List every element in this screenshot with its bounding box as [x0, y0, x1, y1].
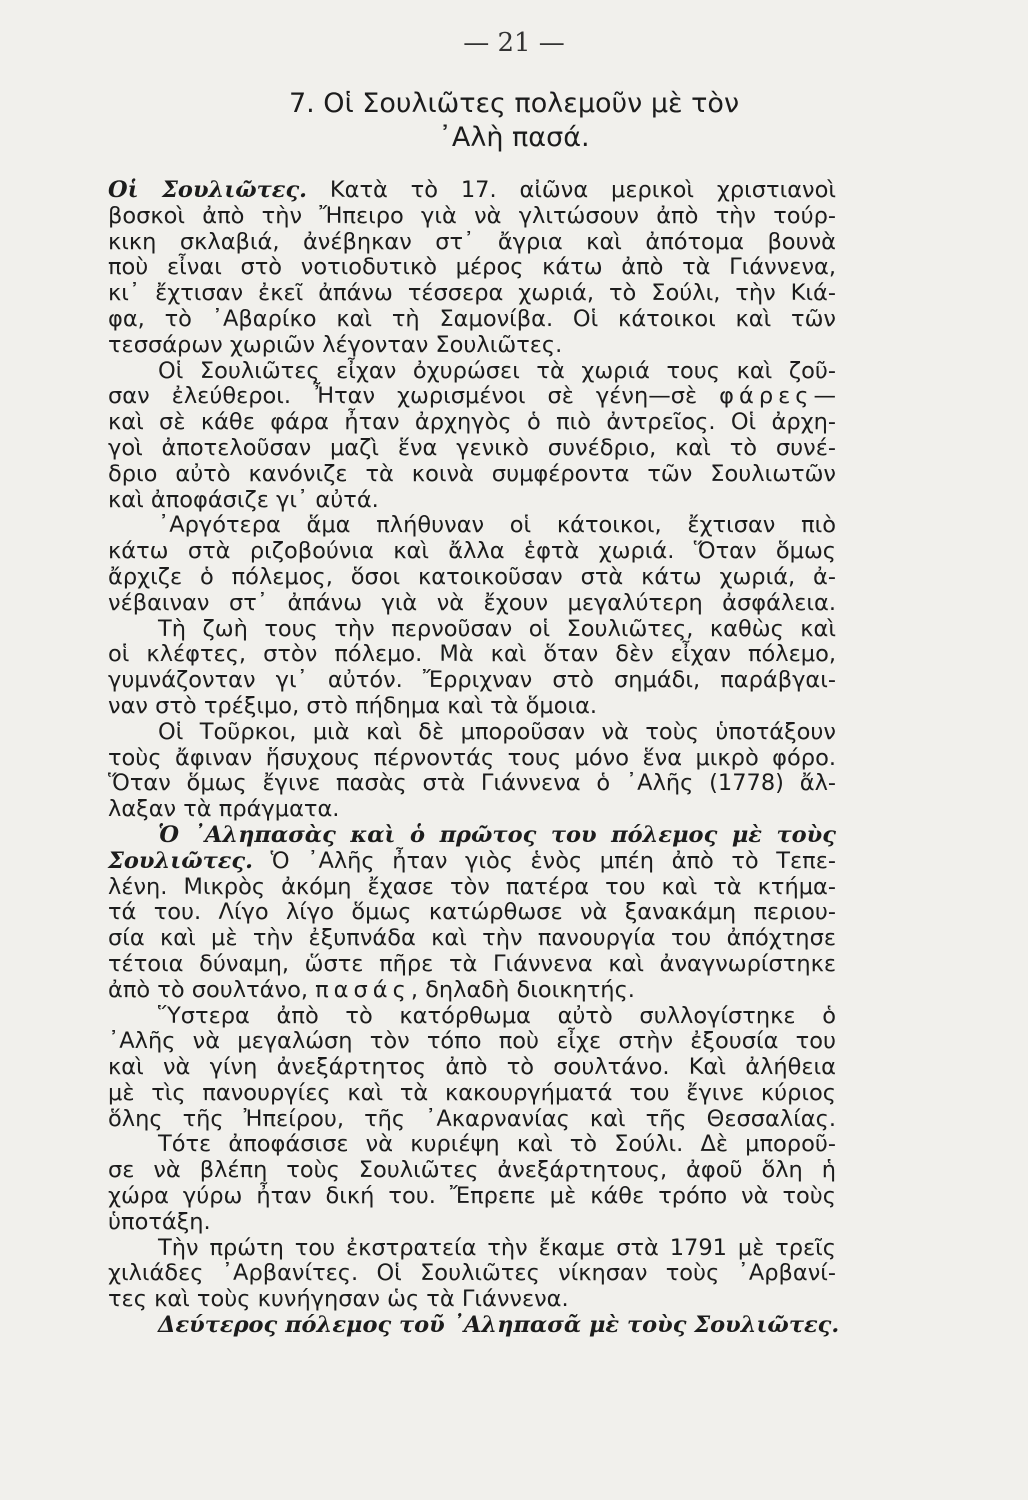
section-heading-end: Σουλιῶτες.: [108, 847, 253, 874]
text-line: καὶ σὲ κάθε φάρα ἦταν ἀρχηγὸς ὁ πιὸ ἀντρεῖος. Οἱ ἀρχη-: [108, 409, 836, 436]
text-line: ᾿Αλῆς νὰ μεγαλώση τὸν τόπο ποὺ εἶχε στὴν ἐξουσία του: [108, 1028, 836, 1055]
text-line: δριο αὐτὸ κανόνιζε τὰ κοινὰ συμφέροντα τῶν Σουλιωτῶν: [108, 460, 836, 487]
text-line: χώρα γύρω ἦταν δική του. Ἔπρεπε μὲ κάθε τρόπο νὰ τοὺς: [108, 1183, 836, 1210]
spaced-word: φάρες: [719, 383, 814, 410]
text-span: Ὁ ᾿Αλῆς ἦταν γιὸς ἑνὸς μπέη ἀπὸ τὸ Τεπε-: [252, 847, 836, 874]
text-line: Τὴν πρώτη του ἐκστρατεία τὴν ἔκαμε στὰ 1791 μὲ τρεῖς: [158, 1234, 836, 1261]
section-heading: Οἱ Σουλιῶτες.: [108, 177, 307, 203]
text-line: τέτοια δύναμη, ὥστε πῆρε τὰ Γιάννενα καὶ ἀναγνωρίστηκε: [108, 950, 836, 977]
text-line: τά του. Λίγο λίγο ὅμως κατώρθωσε νὰ ξανακάμη περιου-: [108, 899, 836, 926]
text-line: ποὺ εἶναι στὸ νοτιοδυτικὸ μέρος κάτω ἀπὸ τὰ Γιάννενα,: [108, 254, 836, 281]
text-line: [108, 849, 836, 875]
text-line: τες καὶ τοὺς κυνήγησαν ὡς τὰ Γιάννενα.: [108, 1286, 569, 1313]
text-line: γοὶ ἀποτελοῦσαν μαζὶ ἕνα γενικὸ συνέδριο, καὶ τὸ συνέ-: [108, 434, 836, 461]
text-line: σία καὶ μὲ τὴν ἐξυπνάδα καὶ τὴν πανουργία του ἀπόχτησε: [108, 925, 836, 952]
text-line: φα, τὸ ᾿Αβαρίκο καὶ τὴ Σαμονίβα. Οἱ κάτοικοι καὶ τῶν: [108, 305, 836, 332]
text-span: , δηλαδὴ διοικητής.: [410, 976, 635, 1003]
text-line: ἄρχιζε ὁ πόλεμος, ὅσοι κατοικοῦσαν στὰ κάτω χωριά, ἀ-: [108, 563, 836, 590]
body-text: [108, 168, 840, 1339]
spaced-word: πασάς: [315, 976, 411, 1003]
text-line: ᾿Αργότερα ἅμα πλήθυναν οἱ κάτοικοι, ἔχτισαν πιὸ: [158, 512, 836, 539]
text-line: [108, 178, 836, 204]
text-line: κάτω στὰ ριζοβούνια καὶ ἄλλα ἑφτὰ χωριά. Ὅταν ὅμως: [108, 538, 836, 565]
text-line: Οἱ Τοῦρκοι, μιὰ καὶ δὲ μποροῦσαν νὰ τοὺς ὑποτάξουν: [158, 718, 836, 745]
text-line: γυμνάζονταν γι᾿ αὐτόν. Ἔρριχναν στὸ σημάδι, παράβγαι-: [108, 667, 836, 694]
chapter-title-line1: 7. Οἱ Σουλιῶτες πολεμοῦν μὲ τὸν: [288, 88, 740, 119]
text-line: [108, 978, 836, 1004]
text-line: σε νὰ βλέπη τοὺς Σουλιῶτες ἀνεξάρτητους, ἀφοῦ ὅλη ἡ: [108, 1157, 836, 1184]
text-line: ὅλης τῆς Ἠπείρου, τῆς ᾿Ακαρνανίας καὶ τῆς Θεσσαλίας.: [108, 1105, 836, 1132]
text-line: καὶ ἀποφάσιζε γι᾿ αὐτά.: [108, 486, 379, 513]
text-line: Τὴ ζωὴ τους τὴν περνοῦσαν οἱ Σουλιῶτες, καθὼς καὶ: [158, 615, 836, 642]
text-line: τεσσάρων χωριῶν λέγονταν Σουλιῶτες.: [108, 331, 563, 358]
text-line: τοὺς ἄφιναν ἥσυχους πέρνοντάς τους μόνο ἕνα μικρὸ φόρο.: [108, 744, 836, 771]
section-heading: Ὁ ᾿Αληπασὰς καὶ ὁ πρῶτος του πόλεμος μὲ τοὺς: [158, 821, 836, 848]
text-line: νέβαιναν στ᾿ ἀπάνω γιὰ νὰ ἔχουν μεγαλύτερη ἀσφάλεια.: [108, 589, 836, 616]
text-line: Τότε ἀποφάσισε νὰ κυριέψη καὶ τὸ Σούλι. Δὲ μποροῦ-: [158, 1131, 836, 1158]
text-line: μὲ τὶς πανουργίες καὶ τὰ κακουργήματά του ἔγινε κύριος: [108, 1079, 836, 1106]
text-line: χιλιάδες ᾿Αρβανίτες. Οἱ Σουλιῶτες νίκησαν τοὺς ᾿Αρβανί-: [108, 1260, 836, 1287]
text-span: σαν ἐλεύθεροι. Ἦταν χωρισμένοι σὲ γένη—σὲ: [108, 383, 720, 410]
text-span: ἀπὸ τὸ σουλτάνο,: [108, 976, 316, 1003]
text-line: Ὕστερα ἀπὸ τὸ κατόρθωμα αὐτὸ συλλογίστηκε ὁ: [158, 1002, 836, 1029]
text-line: λένη. Μικρὸς ἀκόμη ἔχασε τὸν πατέρα του καὶ τὰ κτήμα-: [108, 873, 836, 900]
text-line: οἱ κλέφτες, στὸν πόλεμο. Μὰ καὶ ὅταν δὲν εἶχαν πόλεμο,: [108, 641, 836, 668]
text-span: Κατὰ τὸ 17. αἰῶνα μερικοὶ χριστιανοὶ: [307, 177, 836, 203]
page-number: — 21 —: [463, 28, 565, 58]
text-line: [108, 384, 836, 410]
text-line: κικη σκλαβιά, ἀνέβηκαν στ᾿ ἄγρια καὶ ἀπότομα βουνὰ: [108, 228, 836, 255]
text-line: κι᾿ ἔχτισαν ἐκεῖ ἀπάνω τέσσερα χωριά, τὸ Σούλι, τὴν Κιά-: [108, 280, 836, 307]
text-line: ὑποτάξη.: [108, 1208, 211, 1235]
text-span: —: [813, 383, 836, 410]
text-line: βοσκοὶ ἀπὸ τὴν Ἤπειρο γιὰ νὰ γλιτώσουν ἀπὸ τὴν τούρ-: [108, 202, 836, 229]
text-line: λαξαν τὰ πράγματα.: [108, 796, 340, 823]
section-heading: Δεύτερος πόλεμος τοῦ ᾿Αληπασᾶ μὲ τοὺς Σουλιῶτες.: [158, 1312, 840, 1339]
chapter-title-line2: ᾿Αλὴ πασά.: [438, 122, 590, 153]
text-line: Οἱ Σουλιῶτες εἶχαν ὀχυρώσει τὰ χωριά τους καὶ ζοῦ-: [158, 357, 836, 384]
text-line: καὶ νὰ γίνη ἀνεξάρτητος ἀπὸ τὸ σουλτάνο. Καὶ ἀλήθεια: [108, 1054, 836, 1081]
text-line: ναν στὸ τρέξιμο, στὸ πήδημα καὶ τὰ ὅμοια.: [108, 692, 598, 719]
text-line: Ὅταν ὅμως ἔγινε πασὰς στὰ Γιάννενα ὁ ᾿Αλῆς (1778) ἄλ-: [108, 770, 836, 797]
